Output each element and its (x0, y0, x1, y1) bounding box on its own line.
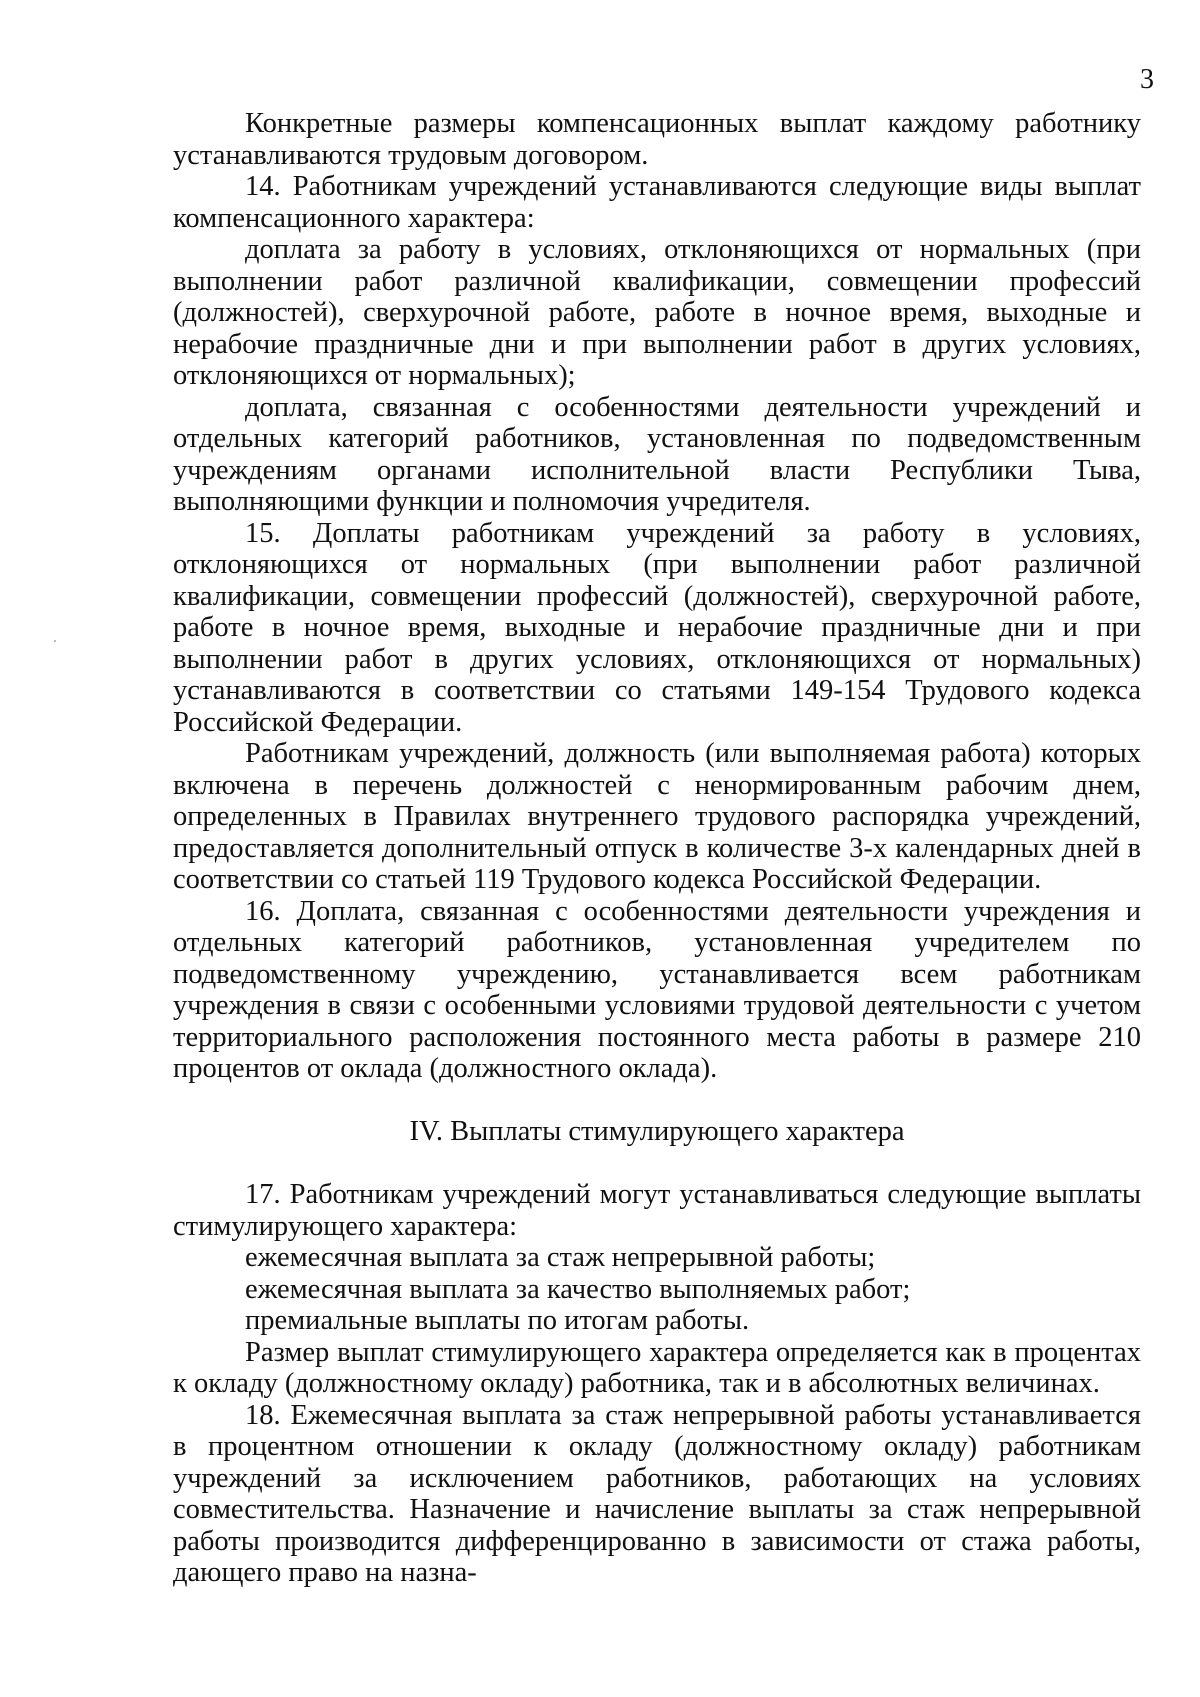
paragraph-abnormal-conditions-payment: доплата за работу в условиях, отклоняющихся от нормальных (при выполнении работ различной квалификации, совмещении профессий (должностей), сверхурочной работе, работе в ночное время, выходные и нерабочие праздничные дни и при выполнении работ в других условиях, отклоняющихся от нормальных); (173, 234, 1141, 391)
paragraph-incentive-size: Размер выплат стимулирующего характера определяется как в процентах к окладу (должностному окладу) работника, так и в абсолютных величинах. (173, 1336, 1141, 1399)
paragraph-irregular-workday-leave: Работникам учреждений, должность (или выполняемая работа) которых включена в перечень должностей с ненормированным рабочим днем, определенных в Правилах внутреннего трудового распорядка учреждений, предоставляется дополнительный отпуск в количестве 3-х календарных дней в соответствии со статьей 119 Трудового кодекса Российской Федерации. (173, 738, 1141, 895)
paragraph-17-incentive-types: 17. Работникам учреждений могут устанавливаться следующие выплаты стимулирующего характера: (173, 1179, 1141, 1242)
section-heading-incentive-payments: IV. Выплаты стимулирующего характера (409, 1115, 905, 1147)
page-number: 3 (1140, 64, 1154, 95)
paragraph-18-service-length-payment: 18. Ежемесячная выплата за стаж непрерывной работы устанавливается в процентном отношении к окладу (должностному окладу) работникам учреждений за исключением работников, работающих на условиях совместительства. Назначение и начисление выплаты за стаж непрерывной работы производится дифференцированно в зависимости от стажа работы, дающего право на назна- (173, 1399, 1141, 1588)
paragraph-14-compensation-types: 14. Работникам учреждений устанавливаются следующие виды выплат компенсационного характера: (173, 171, 1141, 234)
list-item-bonus-payments: премиальные выплаты по итогам работы. (245, 1305, 750, 1336)
scan-artifact (54, 640, 56, 642)
paragraph-16-territorial-payment: 16. Доплата, связанная с особенностями деятельности учреждения и отдельных категорий работников, установленная учредителем по подведомственному учреждению, устанавливается всем работникам учреждения в связи с особенными условиями трудовой деятельности с учетом территориального расположения постоянного места работы в размере 210 процентов от оклада (должностного оклада). (173, 895, 1141, 1084)
paragraph-special-activity-payment: доплата, связанная с особенностями деятельности учреждений и отдельных категорий работников, установленная по подведомственным учреждениям органами исполнительной власти Республики Тыва, выполняющими функции и полномочия учредителя. (173, 391, 1141, 517)
paragraph-15-labor-code-articles: 15. Доплаты работникам учреждений за работу в условиях, отклоняющихся от нормальных (при выполнении работ различной квалификации, совмещении профессий (должностей), сверхурочной работе, работе в ночное время, выходные и нерабочие праздничные дни и при выполнении работ в других условиях, отклоняющихся от нормальных) устанавливаются в соответствии со статьями 149-154 Трудового кодекса Российской Федерации. (173, 517, 1141, 738)
paragraph-contract-amounts: Конкретные размеры компенсационных выплат каждому работнику устанавливаются трудовым договором. (173, 108, 1141, 171)
list-item-continuous-service-payment: ежемесячная выплата за стаж непрерывной работы; (245, 1242, 876, 1273)
list-item-quality-payment: ежемесячная выплата за качество выполняемых работ; (245, 1273, 911, 1305)
document-body (173, 108, 1141, 1589)
